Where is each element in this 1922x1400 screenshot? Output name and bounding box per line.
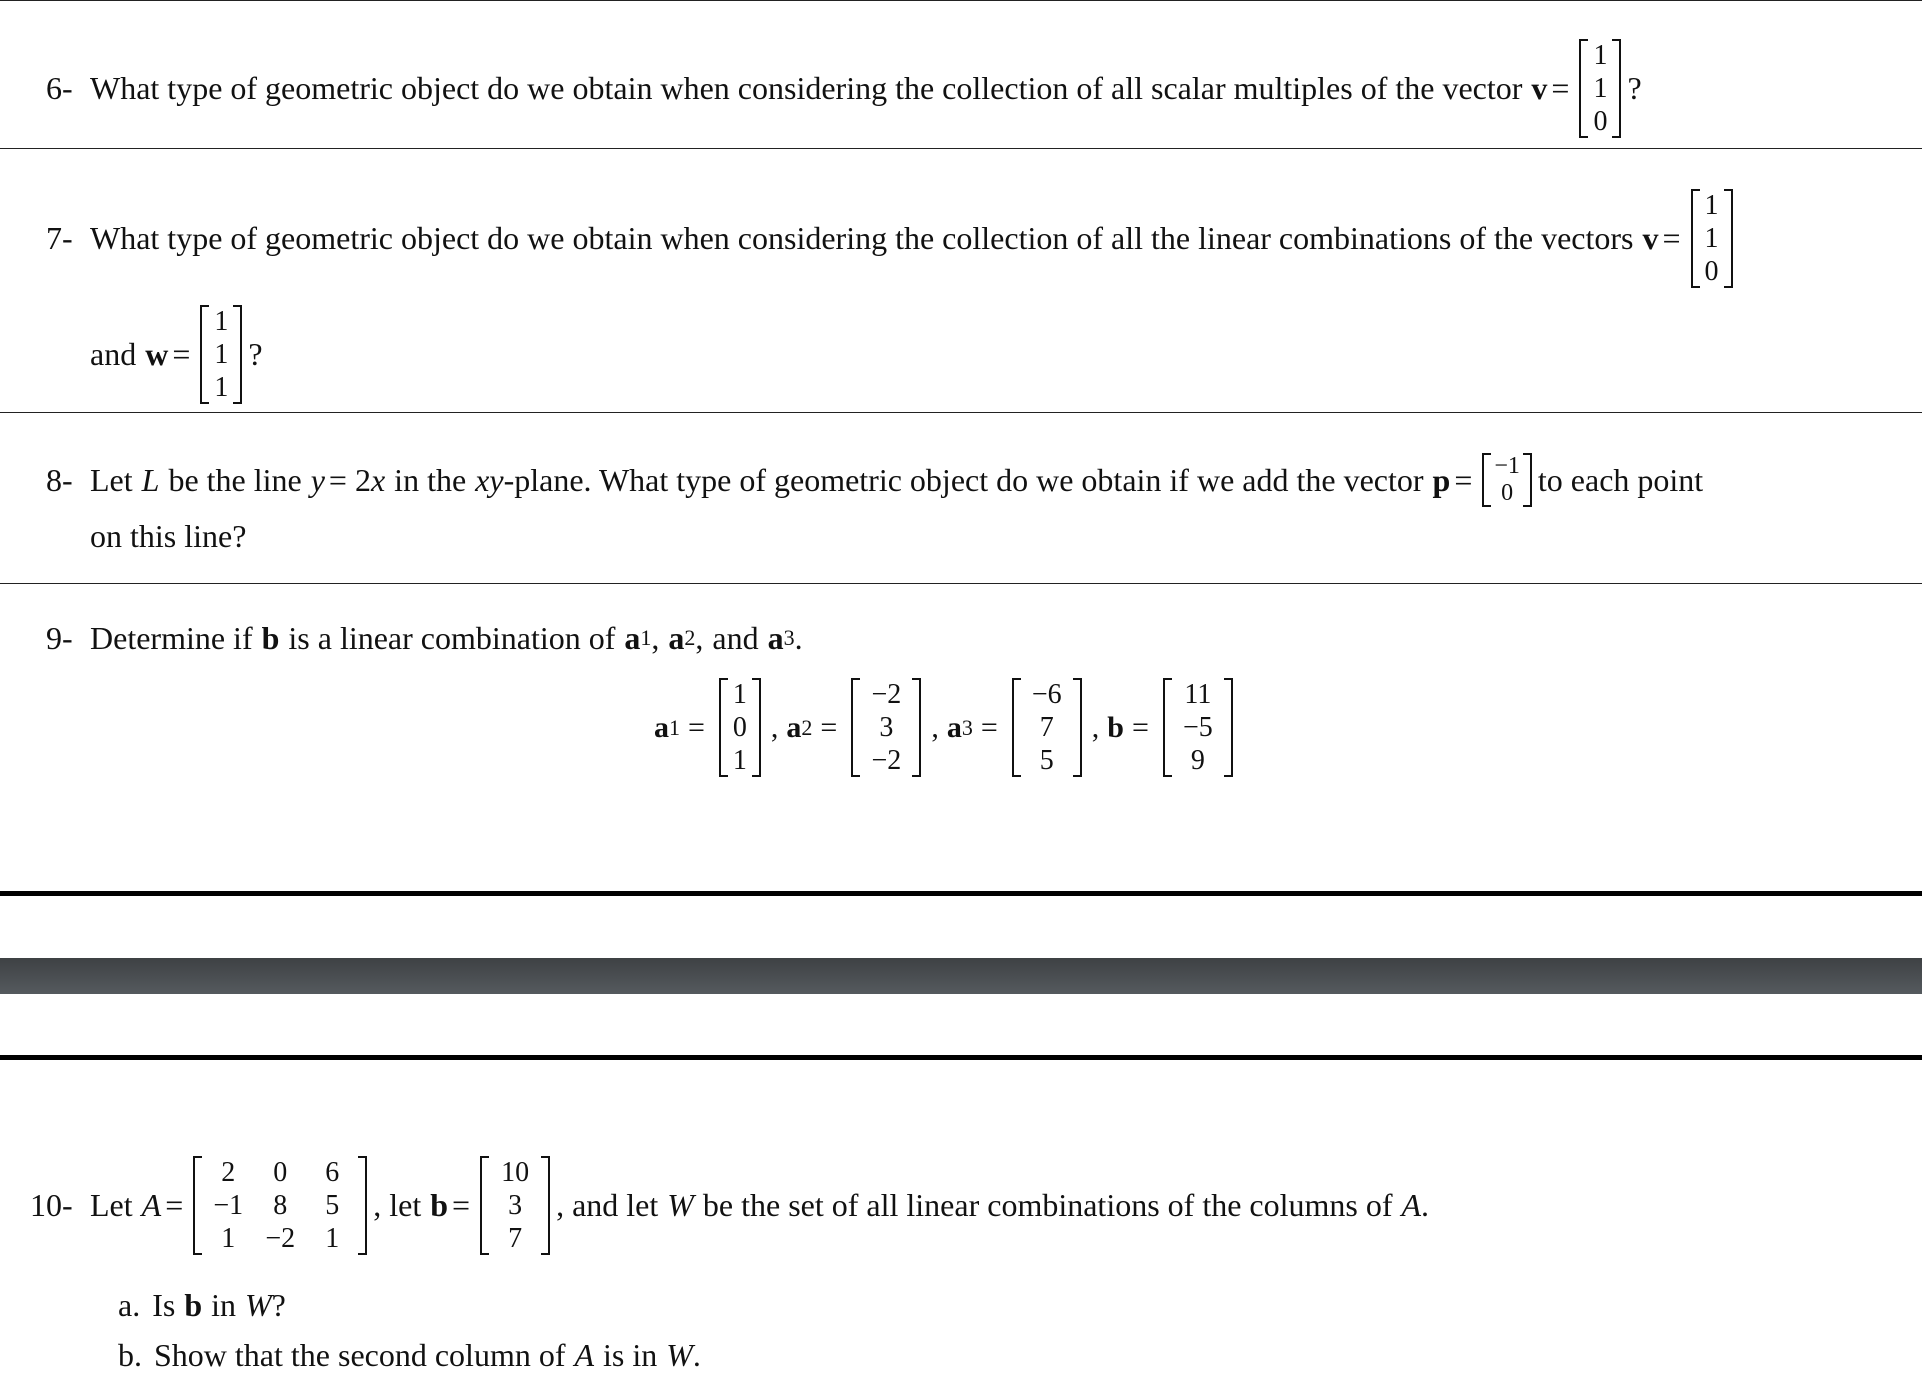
vector-entry: 7 xyxy=(1039,712,1054,743)
matrix-entry: 8 xyxy=(273,1189,288,1221)
vector-entry: 11 xyxy=(1184,679,1212,710)
part-label: a. xyxy=(118,1287,141,1323)
vector-entry: 1 xyxy=(214,371,229,403)
var-b: b xyxy=(1107,710,1124,744)
question-10-part-b xyxy=(118,1335,701,1375)
divider-top xyxy=(0,0,1922,1)
vector-entry: 0 xyxy=(1593,105,1608,137)
equals-sign: = xyxy=(452,1187,471,1223)
matrix-entry: 0 xyxy=(273,1156,288,1188)
question-number: 9- xyxy=(46,620,73,656)
var-L: L xyxy=(141,462,160,498)
vector-entry: −2 xyxy=(871,745,902,776)
matrix-entry: 6 xyxy=(325,1156,340,1188)
var-A: A xyxy=(141,1187,162,1223)
subscript: 1 xyxy=(640,625,652,650)
question-9-vectors xyxy=(654,678,1239,777)
question-mark: ? xyxy=(1627,70,1642,106)
vector-entry: 0 xyxy=(1501,480,1514,506)
text-let: Let xyxy=(90,462,133,498)
vector-v xyxy=(1691,189,1733,288)
text: Determine if xyxy=(90,620,253,656)
equals-sign: = xyxy=(980,710,998,744)
subscript: 1 xyxy=(669,714,680,740)
eq-mid: = 2 xyxy=(328,462,371,498)
text: Is xyxy=(152,1287,176,1323)
var-p: p xyxy=(1432,462,1451,498)
vector-v xyxy=(1579,39,1621,138)
question-10 xyxy=(30,1145,1429,1265)
vector-a3 xyxy=(1012,678,1082,777)
var-v: v xyxy=(1642,220,1659,256)
equals-sign: = xyxy=(1131,710,1149,744)
equals-sign: = xyxy=(1662,220,1681,256)
text: be the line xyxy=(168,462,302,498)
var-a: a xyxy=(654,710,669,744)
vector-entry: 1 xyxy=(732,679,747,710)
vector-entry: 1 xyxy=(1704,189,1719,221)
var-w: w xyxy=(145,336,169,372)
question-mark: ? xyxy=(248,336,263,372)
equals-sign: = xyxy=(1551,70,1570,106)
divider-6-7 xyxy=(0,148,1922,149)
vector-entry: 1 xyxy=(732,745,747,776)
text: Show that the second column of xyxy=(154,1337,566,1373)
text: in the xyxy=(394,462,467,498)
period: . xyxy=(1421,1187,1430,1223)
vector-p xyxy=(1482,453,1532,507)
question-7-cont xyxy=(90,298,263,410)
var-b: b xyxy=(184,1287,203,1323)
vector-entry: 5 xyxy=(1039,745,1054,776)
var-b: b xyxy=(430,1187,449,1223)
vector-entry: 10 xyxy=(501,1156,530,1188)
vector-b xyxy=(480,1156,550,1255)
text: on this line? xyxy=(90,518,247,554)
question-number: 8- xyxy=(46,462,73,498)
subscript: 2 xyxy=(801,714,813,740)
vector-entry: 0 xyxy=(732,712,747,743)
var-a: a xyxy=(786,710,802,744)
vector-entry: 1 xyxy=(1704,222,1719,254)
comma: , xyxy=(931,710,939,744)
matrix-entry: −1 xyxy=(213,1189,244,1221)
vector-entry: 1 xyxy=(214,305,229,337)
question-text: What type of geometric object do we obtain when considering the collection of all scalar multiples of the vector xyxy=(90,70,1523,106)
var-a: a xyxy=(767,620,784,656)
equals-sign: = xyxy=(165,1187,184,1223)
vector-entry: 3 xyxy=(508,1189,523,1221)
matrix-A xyxy=(193,1156,367,1255)
vector-entry: 0 xyxy=(1704,255,1719,287)
equals-sign: = xyxy=(820,710,838,744)
vector-entry: 1 xyxy=(1593,39,1608,71)
text: be the set of all linear combinations of the columns of xyxy=(702,1187,1393,1223)
text: is a linear combination of xyxy=(288,620,616,656)
comma: , xyxy=(1091,710,1100,744)
vector-a2 xyxy=(851,678,921,777)
subscript: 2 xyxy=(684,625,696,650)
period: . xyxy=(692,1337,701,1373)
equals-sign: = xyxy=(1454,462,1473,498)
question-text: What type of geometric object do we obtain when considering the collection of all the linear combinations of the vectors xyxy=(90,220,1634,256)
var-a: a xyxy=(946,710,962,744)
part-label: b. xyxy=(118,1337,142,1373)
var-v: v xyxy=(1531,70,1548,106)
comma: , xyxy=(770,710,779,744)
question-9 xyxy=(46,618,803,658)
comma: , xyxy=(651,620,660,656)
question-number: 6- xyxy=(46,70,73,106)
text: is in xyxy=(603,1337,658,1373)
text: , and let xyxy=(556,1187,659,1223)
vector-entry: 1 xyxy=(1593,72,1608,104)
vector-entry: 9 xyxy=(1190,745,1205,776)
equals-sign: = xyxy=(688,710,705,744)
divider-thick-1 xyxy=(0,891,1922,896)
vector-entry: −5 xyxy=(1182,712,1213,743)
var-a: a xyxy=(668,620,685,656)
vector-w xyxy=(200,305,242,404)
var-W: W xyxy=(667,1187,694,1223)
period: . xyxy=(794,620,803,656)
vector-entry: −2 xyxy=(871,679,902,710)
text-let: Let xyxy=(90,1187,133,1223)
vector-entry: −6 xyxy=(1031,679,1062,710)
text-let-b: , let xyxy=(373,1187,422,1223)
var-W: W xyxy=(666,1337,693,1373)
var-b: b xyxy=(261,620,280,656)
divider-8-9 xyxy=(0,583,1922,584)
vector-entry: 7 xyxy=(508,1222,523,1254)
question-6 xyxy=(46,28,1642,148)
subscript: 3 xyxy=(961,714,973,740)
divider-thick-2 xyxy=(0,1055,1922,1060)
question-number: 7- xyxy=(46,220,73,256)
text: -plane. What type of geometric object do we obtain if we add the vector xyxy=(503,462,1424,498)
eq-y: y xyxy=(310,462,325,498)
question-number: 10- xyxy=(30,1187,73,1223)
vector-entry: 3 xyxy=(879,712,894,743)
text: in xyxy=(211,1287,236,1323)
var-a: a xyxy=(624,620,641,656)
divider-7-8 xyxy=(0,412,1922,413)
question-8 xyxy=(46,440,1703,520)
matrix-entry: −2 xyxy=(265,1222,296,1254)
question-7 xyxy=(46,178,1739,298)
var-A: A xyxy=(1401,1187,1422,1223)
question-10-part-a xyxy=(118,1285,286,1325)
text: to each point xyxy=(1537,462,1704,498)
equals-sign: = xyxy=(172,336,191,372)
subscript: 3 xyxy=(783,625,795,650)
plane-xy: xy xyxy=(475,462,504,498)
eq-x: x xyxy=(370,462,386,498)
matrix-entry: 1 xyxy=(325,1222,340,1254)
vector-a1 xyxy=(719,678,761,777)
and-text: and xyxy=(712,620,759,656)
vector-entry: −1 xyxy=(1494,453,1520,479)
vector-entry: 1 xyxy=(214,338,229,370)
matrix-entry: 1 xyxy=(221,1222,236,1254)
vector-b xyxy=(1163,678,1233,777)
gray-band xyxy=(0,958,1922,994)
comma: , xyxy=(695,620,704,656)
matrix-entry: 5 xyxy=(325,1189,340,1221)
var-W: W xyxy=(245,1287,272,1323)
var-A: A xyxy=(574,1337,595,1373)
matrix-entry: 2 xyxy=(221,1156,236,1188)
question-8-cont xyxy=(90,516,246,556)
and-text: and xyxy=(90,336,137,372)
question-mark: ? xyxy=(271,1287,286,1323)
